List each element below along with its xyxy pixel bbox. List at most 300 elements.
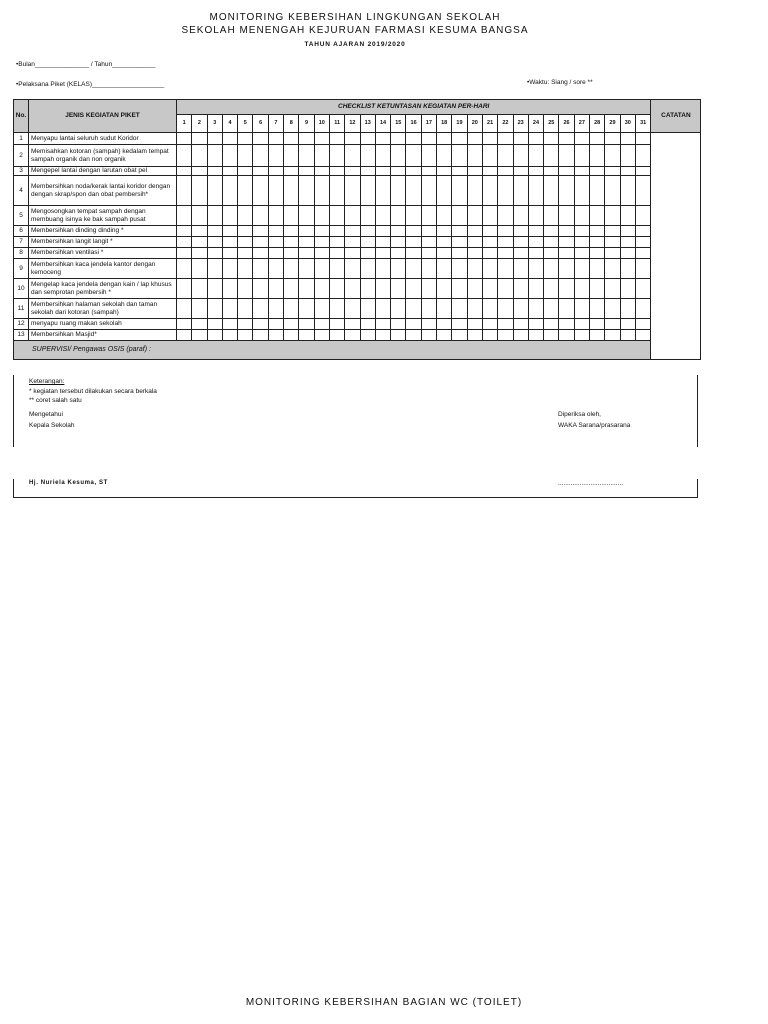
- checklist-cell[interactable]: [559, 206, 574, 226]
- checklist-cell[interactable]: [528, 299, 543, 319]
- checklist-cell[interactable]: [177, 279, 192, 299]
- checklist-cell[interactable]: [360, 319, 375, 330]
- checklist-cell[interactable]: [299, 330, 314, 341]
- checklist-cell[interactable]: [452, 145, 467, 167]
- checklist-cell[interactable]: [528, 259, 543, 279]
- checklist-cell[interactable]: [268, 133, 283, 145]
- checklist-cell[interactable]: [375, 176, 390, 206]
- checklist-cell[interactable]: [360, 133, 375, 145]
- checklist-cell[interactable]: [314, 248, 329, 259]
- checklist-cell[interactable]: [498, 248, 513, 259]
- checklist-cell[interactable]: [574, 248, 589, 259]
- checklist-cell[interactable]: [284, 259, 299, 279]
- checklist-cell[interactable]: [437, 226, 452, 237]
- checklist-cell[interactable]: [590, 206, 605, 226]
- checklist-cell[interactable]: [467, 206, 482, 226]
- checklist-cell[interactable]: [238, 206, 253, 226]
- checklist-cell[interactable]: [391, 145, 406, 167]
- checklist-cell[interactable]: [635, 167, 651, 176]
- checklist-cell[interactable]: [605, 145, 620, 167]
- checklist-cell[interactable]: [635, 226, 651, 237]
- checklist-cell[interactable]: [452, 319, 467, 330]
- checklist-cell[interactable]: [590, 319, 605, 330]
- checklist-cell[interactable]: [513, 248, 528, 259]
- checklist-cell[interactable]: [345, 133, 360, 145]
- checklist-cell[interactable]: [268, 167, 283, 176]
- checklist-cell[interactable]: [177, 319, 192, 330]
- checklist-cell[interactable]: [590, 133, 605, 145]
- checklist-cell[interactable]: [498, 226, 513, 237]
- checklist-cell[interactable]: [620, 330, 635, 341]
- checklist-cell[interactable]: [284, 167, 299, 176]
- checklist-cell[interactable]: [314, 259, 329, 279]
- checklist-cell[interactable]: [482, 248, 497, 259]
- checklist-cell[interactable]: [559, 248, 574, 259]
- checklist-cell[interactable]: [559, 237, 574, 248]
- checklist-cell[interactable]: [360, 259, 375, 279]
- checklist-cell[interactable]: [284, 319, 299, 330]
- checklist-cell[interactable]: [635, 145, 651, 167]
- checklist-cell[interactable]: [421, 145, 436, 167]
- checklist-cell[interactable]: [329, 206, 344, 226]
- checklist-cell[interactable]: [192, 248, 207, 259]
- checklist-cell[interactable]: [437, 279, 452, 299]
- checklist-cell[interactable]: [590, 299, 605, 319]
- checklist-cell[interactable]: [605, 133, 620, 145]
- checklist-cell[interactable]: [238, 133, 253, 145]
- checklist-cell[interactable]: [238, 299, 253, 319]
- checklist-cell[interactable]: [345, 176, 360, 206]
- checklist-cell[interactable]: [375, 237, 390, 248]
- checklist-cell[interactable]: [574, 259, 589, 279]
- checklist-cell[interactable]: [482, 176, 497, 206]
- checklist-cell[interactable]: [513, 167, 528, 176]
- checklist-cell[interactable]: [238, 319, 253, 330]
- checklist-cell[interactable]: [421, 330, 436, 341]
- checklist-cell[interactable]: [406, 226, 421, 237]
- checklist-cell[interactable]: [544, 145, 559, 167]
- checklist-cell[interactable]: [498, 145, 513, 167]
- checklist-cell[interactable]: [406, 319, 421, 330]
- checklist-cell[interactable]: [620, 248, 635, 259]
- checklist-cell[interactable]: [238, 248, 253, 259]
- checklist-cell[interactable]: [498, 259, 513, 279]
- checklist-cell[interactable]: [406, 279, 421, 299]
- checklist-cell[interactable]: [222, 167, 237, 176]
- checklist-cell[interactable]: [559, 226, 574, 237]
- checklist-cell[interactable]: [268, 330, 283, 341]
- checklist-cell[interactable]: [513, 237, 528, 248]
- checklist-cell[interactable]: [437, 176, 452, 206]
- checklist-cell[interactable]: [222, 226, 237, 237]
- checklist-cell[interactable]: [528, 237, 543, 248]
- checklist-cell[interactable]: [299, 237, 314, 248]
- checklist-cell[interactable]: [253, 299, 268, 319]
- checklist-cell[interactable]: [513, 330, 528, 341]
- checklist-cell[interactable]: [360, 330, 375, 341]
- checklist-cell[interactable]: [559, 319, 574, 330]
- checklist-cell[interactable]: [544, 319, 559, 330]
- checklist-cell[interactable]: [482, 330, 497, 341]
- checklist-cell[interactable]: [528, 145, 543, 167]
- checklist-cell[interactable]: [590, 248, 605, 259]
- checklist-cell[interactable]: [452, 248, 467, 259]
- checklist-cell[interactable]: [314, 237, 329, 248]
- checklist-cell[interactable]: [437, 133, 452, 145]
- checklist-cell[interactable]: [421, 176, 436, 206]
- checklist-cell[interactable]: [513, 319, 528, 330]
- checklist-cell[interactable]: [299, 226, 314, 237]
- checklist-cell[interactable]: [329, 330, 344, 341]
- checklist-cell[interactable]: [314, 226, 329, 237]
- checklist-cell[interactable]: [222, 330, 237, 341]
- checklist-cell[interactable]: [605, 167, 620, 176]
- checklist-cell[interactable]: [253, 167, 268, 176]
- checklist-cell[interactable]: [421, 226, 436, 237]
- checklist-cell[interactable]: [528, 206, 543, 226]
- checklist-cell[interactable]: [421, 206, 436, 226]
- checklist-cell[interactable]: [238, 226, 253, 237]
- checklist-cell[interactable]: [238, 330, 253, 341]
- checklist-cell[interactable]: [406, 237, 421, 248]
- checklist-cell[interactable]: [192, 133, 207, 145]
- checklist-cell[interactable]: [498, 206, 513, 226]
- checklist-cell[interactable]: [345, 248, 360, 259]
- checklist-cell[interactable]: [253, 248, 268, 259]
- checklist-cell[interactable]: [406, 330, 421, 341]
- checklist-cell[interactable]: [253, 133, 268, 145]
- checklist-cell[interactable]: [605, 206, 620, 226]
- checklist-cell[interactable]: [574, 319, 589, 330]
- checklist-cell[interactable]: [360, 145, 375, 167]
- checklist-cell[interactable]: [192, 330, 207, 341]
- checklist-cell[interactable]: [391, 176, 406, 206]
- checklist-cell[interactable]: [238, 176, 253, 206]
- checklist-cell[interactable]: [192, 206, 207, 226]
- checklist-cell[interactable]: [467, 248, 482, 259]
- checklist-cell[interactable]: [528, 248, 543, 259]
- checklist-cell[interactable]: [467, 133, 482, 145]
- checklist-cell[interactable]: [482, 279, 497, 299]
- checklist-cell[interactable]: [222, 145, 237, 167]
- checklist-cell[interactable]: [284, 330, 299, 341]
- checklist-cell[interactable]: [528, 176, 543, 206]
- checklist-cell[interactable]: [406, 259, 421, 279]
- checklist-cell[interactable]: [329, 226, 344, 237]
- checklist-cell[interactable]: [605, 237, 620, 248]
- checklist-cell[interactable]: [284, 176, 299, 206]
- checklist-cell[interactable]: [544, 226, 559, 237]
- checklist-cell[interactable]: [222, 133, 237, 145]
- checklist-cell[interactable]: [513, 133, 528, 145]
- checklist-cell[interactable]: [268, 237, 283, 248]
- checklist-cell[interactable]: [590, 279, 605, 299]
- checklist-cell[interactable]: [482, 226, 497, 237]
- checklist-cell[interactable]: [559, 176, 574, 206]
- checklist-cell[interactable]: [574, 133, 589, 145]
- checklist-cell[interactable]: [635, 259, 651, 279]
- checklist-cell[interactable]: [391, 248, 406, 259]
- checklist-cell[interactable]: [574, 330, 589, 341]
- checklist-cell[interactable]: [620, 145, 635, 167]
- checklist-cell[interactable]: [268, 145, 283, 167]
- checklist-cell[interactable]: [360, 248, 375, 259]
- checklist-cell[interactable]: [253, 176, 268, 206]
- checklist-cell[interactable]: [590, 176, 605, 206]
- checklist-cell[interactable]: [620, 279, 635, 299]
- checklist-cell[interactable]: [482, 319, 497, 330]
- checklist-cell[interactable]: [421, 133, 436, 145]
- checklist-cell[interactable]: [544, 299, 559, 319]
- checklist-cell[interactable]: [391, 319, 406, 330]
- checklist-cell[interactable]: [590, 259, 605, 279]
- checklist-cell[interactable]: [268, 299, 283, 319]
- checklist-cell[interactable]: [207, 237, 222, 248]
- checklist-cell[interactable]: [177, 299, 192, 319]
- checklist-cell[interactable]: [452, 176, 467, 206]
- checklist-cell[interactable]: [375, 226, 390, 237]
- checklist-cell[interactable]: [452, 226, 467, 237]
- checklist-cell[interactable]: [498, 319, 513, 330]
- checklist-cell[interactable]: [391, 330, 406, 341]
- checklist-cell[interactable]: [605, 259, 620, 279]
- checklist-cell[interactable]: [222, 237, 237, 248]
- checklist-cell[interactable]: [314, 330, 329, 341]
- checklist-cell[interactable]: [620, 206, 635, 226]
- checklist-cell[interactable]: [345, 259, 360, 279]
- checklist-cell[interactable]: [329, 237, 344, 248]
- checklist-cell[interactable]: [192, 299, 207, 319]
- checklist-cell[interactable]: [253, 330, 268, 341]
- checklist-cell[interactable]: [253, 206, 268, 226]
- checklist-cell[interactable]: [528, 167, 543, 176]
- checklist-cell[interactable]: [375, 206, 390, 226]
- checklist-cell[interactable]: [498, 299, 513, 319]
- checklist-cell[interactable]: [253, 226, 268, 237]
- checklist-cell[interactable]: [452, 167, 467, 176]
- checklist-cell[interactable]: [605, 330, 620, 341]
- checklist-cell[interactable]: [207, 299, 222, 319]
- checklist-cell[interactable]: [329, 259, 344, 279]
- checklist-cell[interactable]: [452, 279, 467, 299]
- checklist-cell[interactable]: [391, 206, 406, 226]
- checklist-cell[interactable]: [207, 226, 222, 237]
- checklist-cell[interactable]: [498, 237, 513, 248]
- checklist-cell[interactable]: [482, 299, 497, 319]
- checklist-cell[interactable]: [605, 226, 620, 237]
- checklist-cell[interactable]: [222, 319, 237, 330]
- checklist-cell[interactable]: [421, 279, 436, 299]
- checklist-cell[interactable]: [406, 133, 421, 145]
- checklist-cell[interactable]: [284, 145, 299, 167]
- checklist-cell[interactable]: [590, 237, 605, 248]
- checklist-cell[interactable]: [544, 167, 559, 176]
- checklist-cell[interactable]: [360, 167, 375, 176]
- checklist-cell[interactable]: [391, 226, 406, 237]
- checklist-cell[interactable]: [207, 206, 222, 226]
- checklist-cell[interactable]: [345, 145, 360, 167]
- checklist-cell[interactable]: [192, 167, 207, 176]
- checklist-cell[interactable]: [452, 133, 467, 145]
- checklist-cell[interactable]: [559, 133, 574, 145]
- checklist-cell[interactable]: [207, 133, 222, 145]
- checklist-cell[interactable]: [467, 259, 482, 279]
- checklist-cell[interactable]: [375, 319, 390, 330]
- checklist-cell[interactable]: [345, 299, 360, 319]
- checklist-cell[interactable]: [268, 319, 283, 330]
- checklist-cell[interactable]: [268, 259, 283, 279]
- checklist-cell[interactable]: [559, 279, 574, 299]
- checklist-cell[interactable]: [467, 330, 482, 341]
- checklist-cell[interactable]: [406, 248, 421, 259]
- checklist-cell[interactable]: [329, 145, 344, 167]
- checklist-cell[interactable]: [177, 167, 192, 176]
- checklist-cell[interactable]: [635, 319, 651, 330]
- checklist-cell[interactable]: [299, 248, 314, 259]
- checklist-cell[interactable]: [406, 299, 421, 319]
- checklist-cell[interactable]: [574, 237, 589, 248]
- checklist-cell[interactable]: [635, 176, 651, 206]
- checklist-cell[interactable]: [238, 145, 253, 167]
- checklist-cell[interactable]: [498, 167, 513, 176]
- checklist-cell[interactable]: [421, 237, 436, 248]
- checklist-cell[interactable]: [299, 206, 314, 226]
- checklist-cell[interactable]: [406, 167, 421, 176]
- checklist-cell[interactable]: [207, 176, 222, 206]
- checklist-cell[interactable]: [437, 145, 452, 167]
- checklist-cell[interactable]: [528, 133, 543, 145]
- checklist-cell[interactable]: [177, 237, 192, 248]
- checklist-cell[interactable]: [360, 226, 375, 237]
- checklist-cell[interactable]: [544, 279, 559, 299]
- checklist-cell[interactable]: [177, 248, 192, 259]
- checklist-cell[interactable]: [406, 176, 421, 206]
- checklist-cell[interactable]: [544, 206, 559, 226]
- checklist-cell[interactable]: [421, 319, 436, 330]
- checklist-cell[interactable]: [437, 237, 452, 248]
- checklist-cell[interactable]: [406, 145, 421, 167]
- checklist-cell[interactable]: [421, 248, 436, 259]
- checklist-cell[interactable]: [544, 248, 559, 259]
- checklist-cell[interactable]: [299, 167, 314, 176]
- checklist-cell[interactable]: [207, 330, 222, 341]
- checklist-cell[interactable]: [299, 259, 314, 279]
- checklist-cell[interactable]: [314, 299, 329, 319]
- checklist-cell[interactable]: [635, 330, 651, 341]
- checklist-cell[interactable]: [574, 206, 589, 226]
- checklist-cell[interactable]: [620, 299, 635, 319]
- checklist-cell[interactable]: [620, 133, 635, 145]
- checklist-cell[interactable]: [559, 167, 574, 176]
- checklist-cell[interactable]: [207, 319, 222, 330]
- checklist-cell[interactable]: [605, 299, 620, 319]
- checklist-cell[interactable]: [620, 259, 635, 279]
- checklist-cell[interactable]: [284, 206, 299, 226]
- checklist-cell[interactable]: [253, 279, 268, 299]
- checklist-cell[interactable]: [620, 167, 635, 176]
- checklist-cell[interactable]: [559, 259, 574, 279]
- checklist-cell[interactable]: [177, 330, 192, 341]
- checklist-cell[interactable]: [437, 167, 452, 176]
- checklist-cell[interactable]: [421, 259, 436, 279]
- checklist-cell[interactable]: [528, 279, 543, 299]
- checklist-cell[interactable]: [192, 176, 207, 206]
- checklist-cell[interactable]: [192, 145, 207, 167]
- checklist-cell[interactable]: [544, 133, 559, 145]
- checklist-cell[interactable]: [222, 279, 237, 299]
- checklist-cell[interactable]: [375, 259, 390, 279]
- checklist-cell[interactable]: [482, 167, 497, 176]
- checklist-cell[interactable]: [391, 133, 406, 145]
- checklist-cell[interactable]: [299, 145, 314, 167]
- checklist-cell[interactable]: [329, 319, 344, 330]
- checklist-cell[interactable]: [635, 279, 651, 299]
- checklist-cell[interactable]: [513, 176, 528, 206]
- checklist-cell[interactable]: [360, 279, 375, 299]
- checklist-cell[interactable]: [329, 167, 344, 176]
- checklist-cell[interactable]: [574, 167, 589, 176]
- checklist-cell[interactable]: [437, 206, 452, 226]
- checklist-cell[interactable]: [437, 319, 452, 330]
- checklist-cell[interactable]: [284, 299, 299, 319]
- checklist-cell[interactable]: [222, 259, 237, 279]
- checklist-cell[interactable]: [544, 330, 559, 341]
- checklist-cell[interactable]: [498, 279, 513, 299]
- checklist-cell[interactable]: [329, 279, 344, 299]
- checklist-cell[interactable]: [635, 237, 651, 248]
- checklist-cell[interactable]: [528, 330, 543, 341]
- checklist-cell[interactable]: [467, 145, 482, 167]
- checklist-cell[interactable]: [574, 299, 589, 319]
- checklist-cell[interactable]: [375, 133, 390, 145]
- checklist-cell[interactable]: [360, 299, 375, 319]
- checklist-cell[interactable]: [605, 319, 620, 330]
- checklist-cell[interactable]: [406, 206, 421, 226]
- checklist-cell[interactable]: [513, 279, 528, 299]
- checklist-cell[interactable]: [375, 167, 390, 176]
- checklist-cell[interactable]: [375, 279, 390, 299]
- checklist-cell[interactable]: [299, 176, 314, 206]
- checklist-cell[interactable]: [528, 226, 543, 237]
- checklist-cell[interactable]: [467, 167, 482, 176]
- checklist-cell[interactable]: [207, 279, 222, 299]
- checklist-cell[interactable]: [207, 259, 222, 279]
- checklist-cell[interactable]: [238, 167, 253, 176]
- checklist-cell[interactable]: [574, 176, 589, 206]
- checklist-cell[interactable]: [268, 248, 283, 259]
- checklist-cell[interactable]: [314, 319, 329, 330]
- checklist-cell[interactable]: [345, 206, 360, 226]
- checklist-cell[interactable]: [375, 330, 390, 341]
- checklist-cell[interactable]: [314, 176, 329, 206]
- checklist-cell[interactable]: [268, 206, 283, 226]
- checklist-cell[interactable]: [314, 279, 329, 299]
- checklist-cell[interactable]: [544, 237, 559, 248]
- checklist-cell[interactable]: [620, 319, 635, 330]
- checklist-cell[interactable]: [391, 237, 406, 248]
- checklist-cell[interactable]: [467, 279, 482, 299]
- checklist-cell[interactable]: [192, 279, 207, 299]
- checklist-cell[interactable]: [299, 299, 314, 319]
- checklist-cell[interactable]: [314, 167, 329, 176]
- checklist-cell[interactable]: [467, 176, 482, 206]
- checklist-cell[interactable]: [329, 248, 344, 259]
- checklist-cell[interactable]: [329, 176, 344, 206]
- checklist-cell[interactable]: [437, 259, 452, 279]
- checklist-cell[interactable]: [574, 226, 589, 237]
- checklist-cell[interactable]: [482, 206, 497, 226]
- checklist-cell[interactable]: [345, 319, 360, 330]
